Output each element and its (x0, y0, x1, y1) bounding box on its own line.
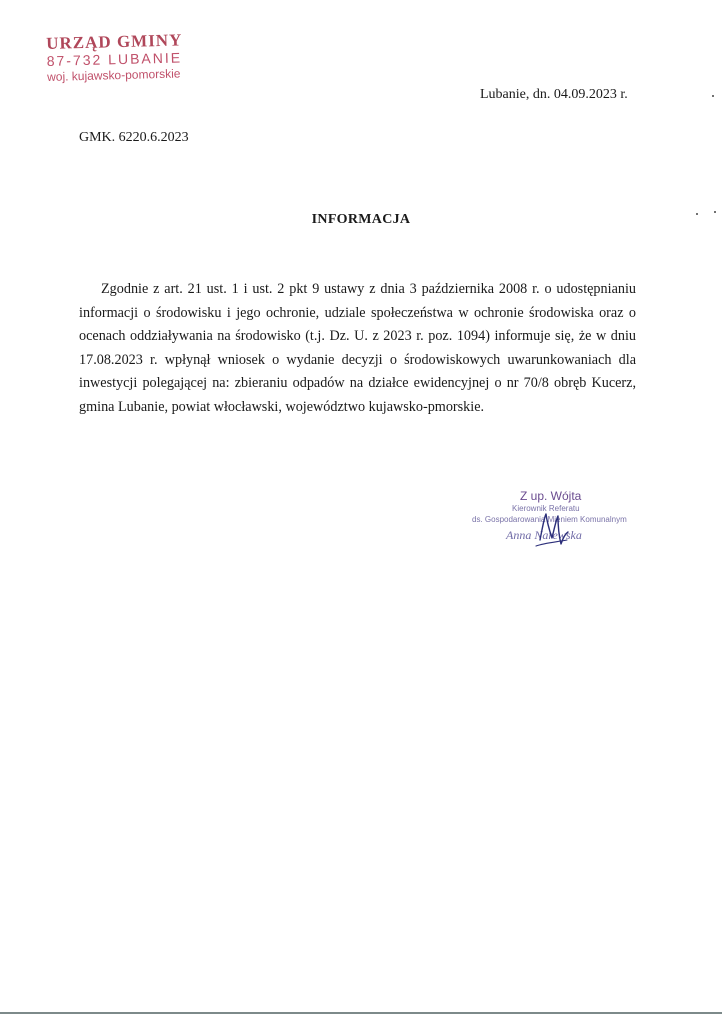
body-paragraph: Zgodnie z art. 21 ust. 1 i ust. 2 pkt 9 ustawy z dnia 3 października 2008 r. o udostępnianiu informacji o środowisku i jego ochronie, udziale społeczeństwa w ochronie środowiska oraz o ocenach oddziaływania na środowisko (t.j. Dz. U. z 2023 r. poz. 1094) informuje się, że w dniu 17.08.2023 r. wpłynął wniosek o wydanie decyzji o środowiskowych uwarunkowaniach dla inwestycji polegającej na: zbieraniu odpadów na działce ewidencyjnej o nr 70/8 obręb Kucerz, gmina Lubanie, powiat włocławski, województwo kujawsko-pmorskie. (79, 281, 636, 415)
scan-speck (712, 95, 714, 97)
document-title: INFORMACJA (311, 212, 411, 227)
stamp-office-name: URZĄD GMINY (46, 30, 183, 53)
scan-edge-line (0, 1012, 722, 1014)
signature-name: Anna Narewska (506, 528, 582, 542)
signature-department: ds. Gospodarowania Mieniem Komunalnym (472, 515, 627, 524)
stamp-postal-address: 87-732 LUBANIE (46, 49, 183, 69)
reference-number: GMK. 6220.6.2023 (79, 130, 189, 145)
scan-speck (714, 211, 716, 213)
signature-role: Kierownik Referatu (512, 504, 580, 513)
handwritten-signature-icon (534, 510, 570, 552)
office-stamp (46, 29, 222, 84)
place-and-date: Lubanie, dn. 04.09.2023 r. (480, 87, 628, 102)
signature-authority: Z up. Wójta (520, 489, 582, 503)
scan-speck (696, 213, 698, 215)
stamp-voivodeship: woj. kujawsko-pomorskie (46, 66, 181, 84)
